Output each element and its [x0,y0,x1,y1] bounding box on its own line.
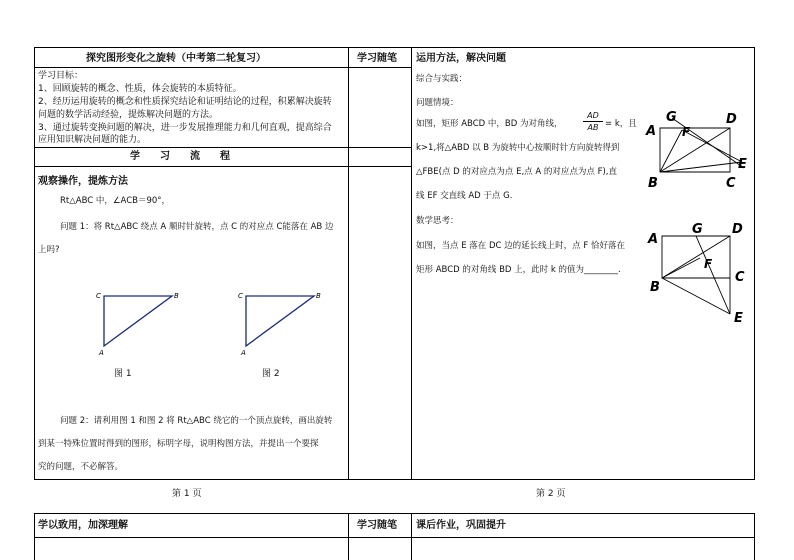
problem-line: 线 EF 交直线 AD 于点 G. [416,191,513,201]
objective-line: 1、回顾旋转的概念、性质，体会旋转的本质特征。 [38,84,242,94]
rectangle-rotation-diagram-1 [644,110,752,190]
question-1-line: 上吗? [38,245,60,255]
question-2-line: 究的问题，不必解答。 [38,462,124,472]
next-page-right-header: 课后作业，巩固提升 [416,520,506,531]
ratio-tail: = k，且 [605,119,637,129]
point-label-b: B [650,280,660,295]
practice-label: 综合与实践： [416,74,468,84]
section-title: 观察操作，提炼方法 [38,176,128,187]
objective-line: 应用知识解决问题的能力。 [38,135,147,145]
situation-label: 问题情境： [416,98,459,108]
thinking-label: 数学思考： [416,216,459,226]
vertex-label-b: B [174,292,179,300]
vertex-label-a: A [99,349,104,357]
point-label-f: F [682,125,691,139]
question-2-line: 问题 2：请利用图 1 和图 2 将 Rt△ABC 绕它的一个顶点旋转，画出旋转 [60,416,333,426]
problem-line: △FBE(点 D 的对应点为点 E,点 A 的对应点为点 F),直 [416,167,617,177]
page-2-section-header: 运用方法，解决问题 [416,53,506,64]
problem-line: 如图，矩形 ABCD 中，BD 为对角线， [416,119,563,129]
question-1-line: 问题 1：将 Rt△ABC 绕点 A 顺时针旋转，点 C 的对应点 C能落在 AB 边 [60,222,334,232]
vertex-label-c: C [238,292,243,300]
objective-line: 2、经历运用旋转的概念和性质探究结论和证明结论的过程，积累解决旋转 [38,97,332,107]
objective-line: 3、通过旋转变换问题的解决，进一步发展推理能力和几何直观，提高综合 [38,123,332,133]
next-page-notes-header: 学习随笔 [357,520,397,531]
problem-line: 矩形 ABCD 的对角线 BD 上，此时 k 的值为________. [416,265,621,275]
problem-line: 如图，当点 E 落在 DC 边的延长线上时，点 F 恰好落在 [416,241,625,251]
point-label-d: D [732,222,743,237]
objective-line: 问题的数学活动经验，提炼解决问题的方法。 [38,110,219,120]
ratio-fraction [583,110,603,136]
point-label-g: G [692,222,703,237]
point-label-d: D [726,112,737,127]
objective-line: 学习目标： [38,71,84,81]
problem-line: k>1,将△ABD 以 B 为旋转中心按顺时针方向旋转得到 [416,143,620,153]
vertex-label-c: C [96,292,101,300]
vertex-label-b: B [316,292,321,300]
question-2-line: 到某一特殊位置时得到的图形，标明字母，说明构图方法，并提出一个要探 [38,439,319,449]
figure-1-triangle [94,288,184,360]
notes-header: 学习随笔 [357,53,397,64]
point-label-a: A [648,232,659,247]
given-statement: Rt△ABC 中，∠ACB＝90°， [60,196,171,206]
ratio-numerator: AD [583,110,603,122]
point-label-c: C [735,270,745,285]
figure-1-caption: 图 1 [114,369,132,379]
ratio-denominator: AB [587,123,599,132]
figure-2-triangle [236,288,326,360]
figure-2-caption: 图 2 [262,369,280,379]
flow-header: 学 习 流 程 [130,151,230,162]
page-2-footer: 第 2 页 [536,489,566,499]
point-label-g: G [666,110,677,125]
point-label-c: C [726,176,736,191]
point-label-f: F [704,257,713,271]
point-label-b: B [648,176,658,191]
page-1-footer: 第 1 页 [172,489,202,499]
next-page-left-header: 学以致用，加深理解 [38,520,128,531]
point-label-a: A [646,124,657,139]
page-title: 探究图形变化之旋转（中考第二轮复习） [86,53,266,64]
point-label-e: E [734,311,743,326]
point-label-e: E [738,157,747,172]
rectangle-rotation-diagram-2 [644,218,752,330]
vertex-label-a: A [241,349,246,357]
